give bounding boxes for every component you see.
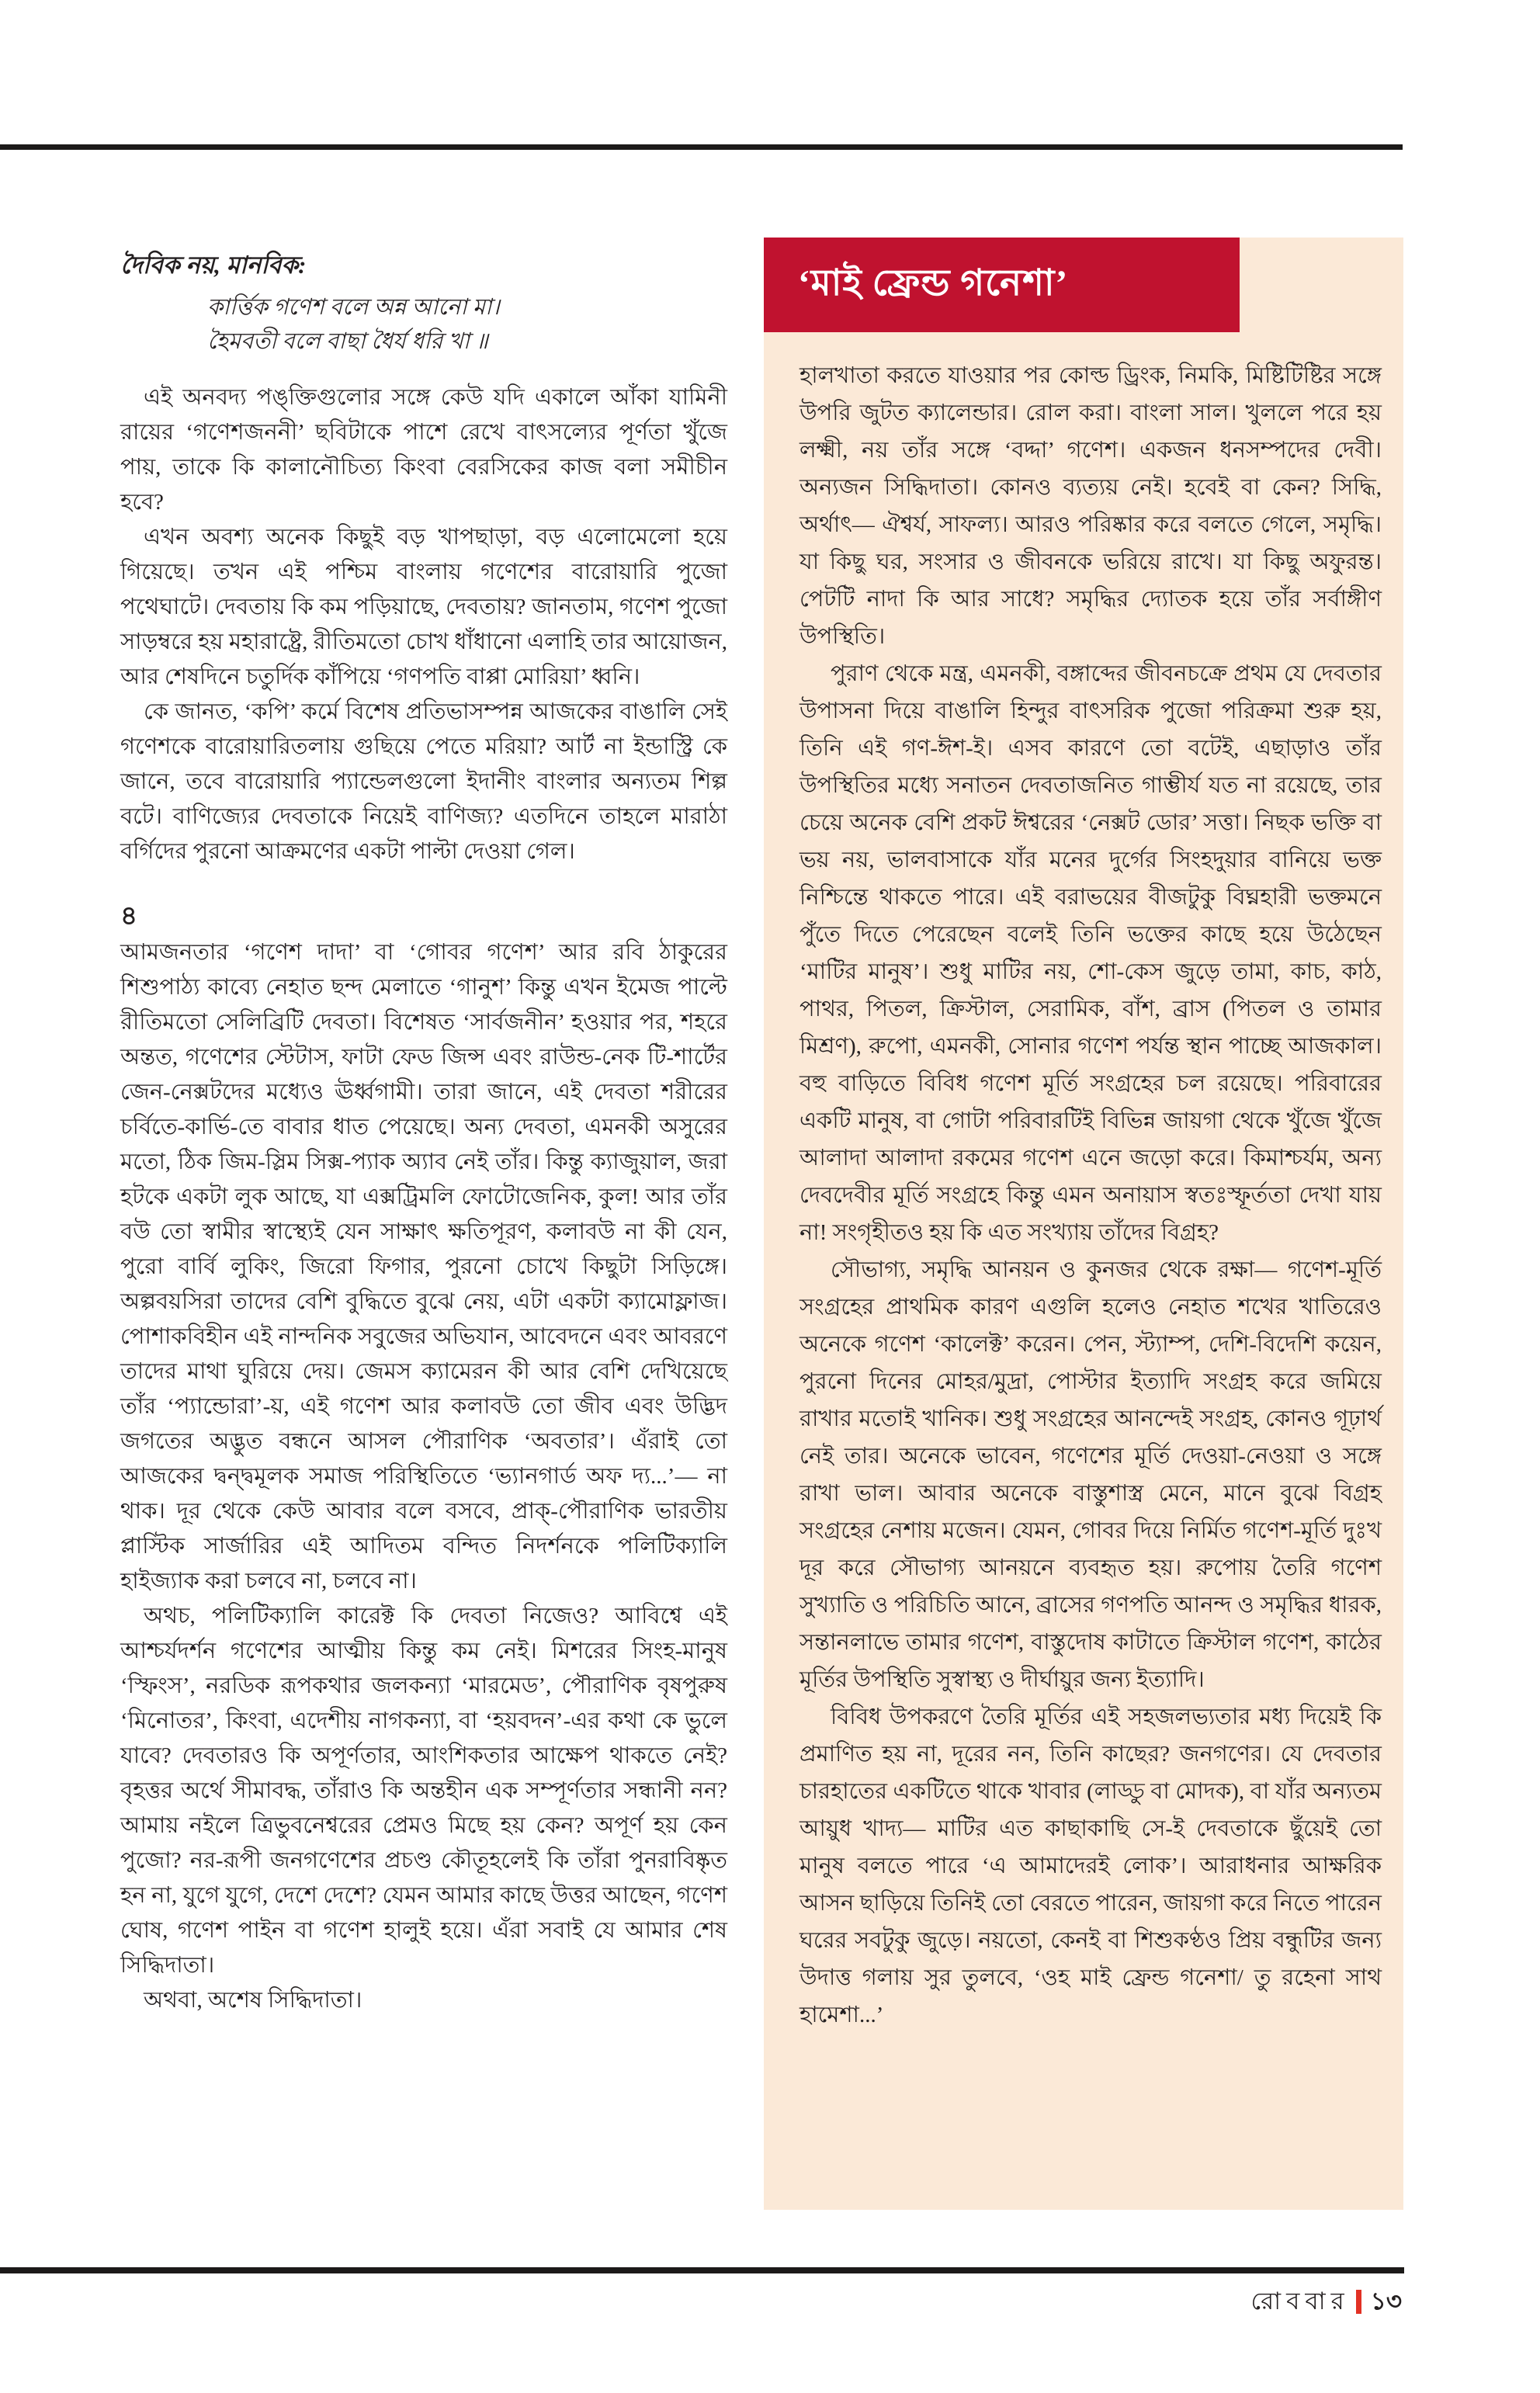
epigraph-heading: দৈবিক নয়, মানবিক:: [120, 251, 307, 279]
feature-headline: ‘মাই ফ্রেন্ড গনেশা’: [798, 263, 1069, 303]
footer-divider-bar: [1356, 2290, 1361, 2314]
body-paragraph: এই অনবদ্য পঙ্‌ক্তিগুলোর সঙ্গে কেউ যদি একালে আঁকা যামিনী রায়ের ‘গণেশজননী’ ছবিটাকে পাশে রেখে বাৎসল্যের পূর্ণতা খুঁজে পায়, তাকে কি কালানৌচিত্য কিংবা বেরসিকের কাজ বলা সমীচীন হবে?: [120, 385, 727, 515]
feature-panel: [764, 238, 1403, 2210]
left-column: [120, 250, 727, 2018]
feature-headline-box: [764, 238, 1240, 332]
page-number: ১৩: [1370, 2287, 1402, 2315]
top-rule: [0, 144, 1403, 150]
page-footer: [0, 2283, 1402, 2323]
left-column-body: [120, 380, 727, 2018]
feature-body: [799, 357, 1382, 2034]
epigraph-line: হৈমবতী বলে বাছা ধৈর্য ধরি খা ॥: [207, 329, 488, 354]
footer-rule: [0, 2267, 1404, 2273]
feature-paragraph: বিবিধ উপকরণে তৈরি মূর্তির এই সহজলভ্যতার মধ্য দিয়েই কি প্রমাণিত হয় না, দূরের নন, তিনি কাছের? জনগণের। যে দেবতার চারহাতের একটিতে থাকে খাবার (লাড্ডু বা মোদক), বা যাঁর অন্যতম আয়ুধ খাদ্য— মাটির এত কাছাকাছি সে-ই দেবতাকে ছুঁয়েই তো মানুষ বলতে পারে ‘এ আমাদেরই লোক’। আরাধনার আক্ষরিক আসন ছাড়িয়ে তিনিই তো বেরতে পারেন, জায়গা করে নিতে পারেন ঘরের সবটুকু জুড়ে। নয়তো, কেনই বা শিশুকণ্ঠও প্রিয় বন্ধুটির জন্য উদাত্ত গলায় সুর তুলবে, ‘ওহ মাই ফ্রেন্ড গনেশা/ তু রহেনা সাথ হামেশা...’: [799, 1705, 1382, 2027]
feature-paragraph: সৌভাগ্য, সমৃদ্ধি আনয়ন ও কুনজর থেকে রক্ষা— গণেশ-মূর্তি সংগ্রহের প্রাথমিক কারণ এগুলি হলেও নেহাত শখের খাতিরেও অনেকে গণেশ ‘কালেক্ট’ করেন। পেন, স্ট্যাম্প, দেশি-বিদেশি কয়েন, পুরনো দিনের মোহর/মুদ্রা, পোস্টার ইত্যাদি সংগ্রহ করে জমিয়ে রাখার মতোই খানিক। শুধু সংগ্রহের আনন্দেই সংগ্রহ, কোনও গূঢ়ার্থ নেই তার। অনেকে ভাবেন, গণেশের মূর্তি দেওয়া-নেওয়া ও সঙ্গে রাখা ভাল। আবার অনেকে বাস্তুশাস্ত্র মেনে, মানে বুঝে বিগ্রহ সংগ্রহের নেশায় মজেন। যেমন, গোবর দিয়ে নির্মিত গণেশ-মূর্তি দুঃখ দূর করে সৌভাগ্য আনয়নে ব্যবহৃত হয়। রুপোয় তৈরি গণেশ সুখ্যাতি ও পরিচিতি আনে, ব্রাসের গণপতি আনন্দ ও সমৃদ্ধির ধারক, সন্তানলাভে তামার গণেশ, বাস্তুদোষ কাটাতে ক্রিস্টাল গণেশ, কাঠের মূর্তির উপস্থিতি সুস্বাস্থ্য ও দীর্ঘায়ুর জন্য ইত্যাদি।: [799, 1257, 1382, 1692]
epigraph-line: কার্ত্তিক গণেশ বলে অন্ন আনো মা।: [207, 295, 500, 320]
epigraph: [120, 290, 727, 359]
body-paragraph: অথচ, পলিটিক্যালি কারেক্ট কি দেবতা নিজেও? আবিশ্বে এই আশ্চর্যদর্শন গণেশের আত্মীয় কিন্তু কম নেই। মিশরের সিংহ-মানুষ ‘স্ফিংস’, নরডিক রূপকথার জলকন্যা ‘মারমেড’, পৌরাণিক বৃষপুরুষ ‘মিনোতর’, কিংবা, এদেশীয় নাগকন্যা, বা ‘হয়বদন’-এর কথা কে ভুলে যাবে? দেবতারও কি অপূর্ণতার, আংশিকতার আক্ষেপ থাকতে নেই? বৃহত্তর অর্থে সীমাবদ্ধ, তাঁরাও কি অন্তহীন এক সম্পূর্ণতার সন্ধানী নন? আমায় নইলে ত্রিভুবনেশ্বরের প্রেমও মিছে হয় কেন? অপূর্ণ হয় কেন পুজো? নর-রূপী জনগণেশের প্রচণ্ড কৌতূহলেই কি তাঁরা পুনরাবিষ্কৃত হন না, যুগে যুগে, দেশে দেশে? যেমন আমার কাছে উত্তর আছেন, গণেশ ঘোষ, গণেশ পাইন বা গণেশ হালুই হয়ে। এঁরা সবাই যে আমার শেষ সিদ্ধিদাতা।: [120, 1604, 727, 1978]
body-paragraph: আমজনতার ‘গণেশ দাদা’ বা ‘গোবর গণেশ’ আর রবি ঠাকুরের শিশুপাঠ্য কাব্যে নেহাত ছন্দ মেলাতে ‘গানুশ’ কিন্তু এখন ইমেজ পাল্টে রীতিমতো সেলিব্রিটি দেবতা। বিশেষত ‘সার্বজনীন’ হওয়ার পর, শহরে অন্তত, গণেশের স্টেটাস, ফাটা ফেড জিন্স এবং রাউন্ড-নেক টি-শার্টের জেন-নেক্সটদের মধ্যেও ঊর্ধ্বগামী। তারা জানে, এই দেবতা শরীরের চর্বিতে-কার্ভি-তে বাবার ধাত পেয়েছে। অন্য দেবতা, এমনকী অসুরের মতো, ঠিক জিম-স্লিম সিক্স-প্যাক অ্যাব নেই তাঁর। কিন্তু ক্যাজুয়াল, জরা হটকে একটা লুক আছে, যা এক্সট্রিমলি ফোটোজেনিক, কুল! আর তাঁর বউ তো স্বামীর স্বাস্থ্যেই যেন সাক্ষাৎ ক্ষতিপূরণ, কলাবউ না কী যেন, পুরো বার্বি লুকিং, জিরো ফিগার, পুরনো চোখে কিছুটা সিড়িঙ্গে। অল্পবয়সিরা তাদের বেশি বুদ্ধিতে বুঝে নেয়, এটা একটা ক্যামোফ্লাজ। পোশাকবিহীন এই নান্দনিক সবুজের অভিযান, আবেদনে এবং আবরণে তাদের মাথা ঘুরিয়ে দেয়। জেমস ক্যামেরন কী আর বেশি দেখিয়েছে তাঁর ‘প্যান্ডোরা’-য়, এই গণেশ আর কলাবউ তো জীব এবং উদ্ভিদ জগতের অদ্ভুত বন্ধনে আসল পৌরাণিক ‘অবতার’। এঁরাই তো আজকের দ্বন্দ্বমূলক সমাজ পরিস্থিতিতে ‘ভ্যানগার্ড অফ দ্য...’— না থাক। দূর থেকে কেউ আবার বলে বসবে, প্রাক্-পৌরাণিক ভারতীয় প্লাস্টিক সার্জারির এই আদিতম বন্দিত নিদর্শনকে পলিটিক্যালি হাইজ্যাক করা চলবে না, চলবে না।: [120, 940, 727, 1594]
body-paragraph: এখন অবশ্য অনেক কিছুই বড় খাপছাড়া, বড় এলোমেলো হয়ে গিয়েছে। তখন এই পশ্চিম বাংলায় গণেশের বারোয়ারি পুজো পথেঘাটে। দেবতায় কি কম পড়িয়াছে, দেবতায়? জানতাম, গণেশ পুজো সাড়ম্বরে হয় মহারাষ্ট্রে, রীতিমতো চোখ ধাঁধানো এলাহি তার আয়োজন, আর শেষদিনে চতুর্দিক কাঁপিয়ে ‘গণপতি বাপ্পা মোরিয়া’ ধ্বনি।: [120, 525, 727, 689]
feature-paragraph: পুরাণ থেকে মন্ত্র, এমনকী, বঙ্গাব্দের জীবনচক্রে প্রথম যে দেবতার উপাসনা দিয়ে বাঙালি হিন্দুর বাৎসরিক পুজো পরিক্রমা শুরু হয়, তিনি এই গণ-ঈশ-ই। এসব কারণে তো বটেই, এছাড়াও তাঁর উপস্থিতির মধ্যে সনাতন দেবতাজনিত গাম্ভীর্য যত না রয়েছে, তার চেয়ে অনেক বেশি প্রকট ঈশ্বরের ‘নেক্সট ডোর’ সত্তা। নিছক ভক্তি বা ভয় নয়, ভালবাসাকে যাঁর মনের দুর্গের সিংহদুয়ার বানিয়ে ভক্ত নিশ্চিন্তে থাকতে পারে। এই বরাভয়ের বীজটুকু বিঘ্নহারী ভক্তমনে পুঁতে দিতে পেরেছেন বলেই তিনি ভক্তের কাছে হয়ে উঠেছেন ‘মাটির মানুষ’। শুধু মাটির নয়, শো-কেস জুড়ে তামা, কাচ, কাঠ, পাথর, পিতল, ক্রিস্টাল, সেরামিক, বাঁশ, ব্রাস (পিতল ও তামার মিশ্রণ), রুপো, এমনকী, সোনার গণেশ পর্যন্ত স্থান পাচ্ছে আজকাল। বহু বাড়িতে বিবিধ গণেশ মূর্তি সংগ্রহের চল রয়েছে। পরিবারের একটি মানুষ, বা গোটা পরিবারটিই বিভিন্ন জায়গা থেকে খুঁজে খুঁজে আলাদা আলাদা রকমের গণেশ এনে জড়ো করে। কিমাশ্চর্যম, অন্য দেবদেবীর মূর্তি সংগ্রহে কিন্তু এমন অনায়াস স্বতঃস্ফূর্ততা দেখা যায় না! সংগৃহীতও হয় কি এত সংখ্যায় তাঁদের বিগ্রহ?: [799, 661, 1382, 1245]
feature-paragraph: হালখাতা করতে যাওয়ার পর কোল্ড ড্রিংক, নিমকি, মিষ্টিটিষ্টির সঙ্গে উপরি জুটত ক্যালেন্ডার। রোল করা। বাংলা সাল। খুললে পরে হয় লক্ষ্মী, নয় তাঁর সঙ্গে ‘বদ্দা’ গণেশ। একজন ধনসম্পদের দেবী। অন্যজন সিদ্ধিদাতা। কোনও ব্যত্যয় নেই। হবেই বা কেন? সিদ্ধি, অর্থাৎ— ঐশ্বর্য, সাফল্য। আরও পরিষ্কার করে বলতে গেলে, সমৃদ্ধি। যা কিছু ঘর, সংসার ও জীবনকে ভরিয়ে রাখে। যা কিছু অফুরন্ত। পেটটি নাদা কি আর সাধে? সমৃদ্ধির দ্যোতক হয়ে তাঁর সর্বাঙ্গীণ উপস্থিতি।: [799, 363, 1382, 649]
body-paragraph: কে জানত, ‘কপি’ কর্মে বিশেষ প্রতিভাসম্পন্ন আজকের বাঙালি সেই গণেশকে বারোয়ারিতলায় গুছিয়ে পেতে মরিয়া? আর্ট না ইন্ডাস্ট্রি কে জানে, তবে বারোয়ারি প্যান্ডেলগুলো ইদানীং বাংলার অন্যতম শিল্প বটে। বাণিজ্যের দেবতাকে নিয়েই বাণিজ্য? এতদিনে তাহলে মারাঠা বর্গিদের পুরনো আক্রমণের একটা পাল্টা দেওয়া গেল।: [120, 699, 727, 864]
closing-line: অথবা, অশেষ সিদ্ধিদাতা।: [144, 1988, 362, 2013]
magazine-name: রোববার: [1250, 2287, 1350, 2315]
section-number: ৪: [120, 902, 138, 931]
